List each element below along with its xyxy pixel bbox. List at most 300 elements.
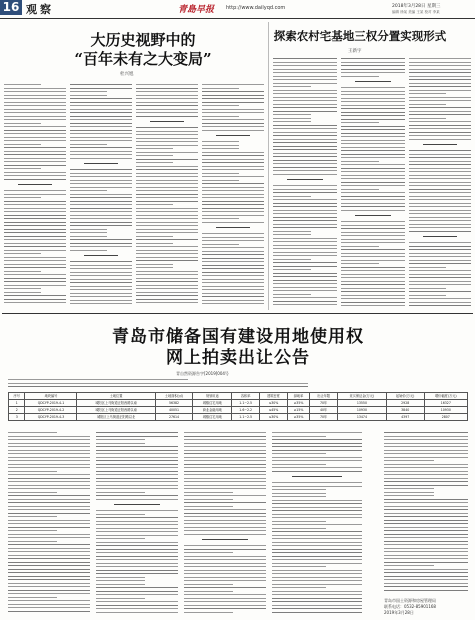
text-line [341, 171, 405, 172]
text-line [202, 251, 264, 252]
text-line [136, 102, 198, 103]
text-line [136, 239, 198, 240]
text-line [272, 573, 362, 574]
notice-title-line1: 青岛市储备国有建设用地使用权 [112, 327, 364, 347]
text-line [70, 180, 132, 181]
text-line [8, 607, 90, 608]
text-line [70, 194, 132, 195]
text-line [70, 215, 132, 216]
text-line [384, 513, 468, 514]
text-line [8, 579, 90, 580]
table-cell: QDCYP-2019-4-3 [25, 414, 77, 421]
text-line [202, 190, 264, 191]
text-line [384, 551, 468, 552]
text-line [202, 261, 264, 262]
table-cell: 40051 [155, 407, 193, 414]
subheading-mark [202, 133, 264, 138]
text-line [96, 598, 145, 599]
text-line [70, 190, 107, 191]
text-line [384, 520, 468, 521]
text-line [136, 152, 198, 153]
text-line [4, 288, 41, 289]
text-line [70, 261, 132, 262]
text-line [409, 132, 471, 133]
text-line [8, 471, 57, 472]
text-line [202, 116, 239, 117]
text-line [70, 95, 107, 96]
article-2-byline: 王新宇 [348, 49, 362, 54]
text-line [4, 116, 66, 117]
text-line [202, 159, 264, 160]
text-line [96, 517, 178, 518]
text-line [273, 224, 337, 225]
text-line [70, 204, 132, 205]
text-line [273, 79, 337, 80]
text-line [341, 199, 405, 200]
text-line [273, 297, 337, 298]
text-line [384, 502, 468, 503]
text-line [96, 559, 178, 560]
text-line [4, 84, 41, 85]
text-line [136, 232, 198, 233]
text-line [409, 125, 471, 126]
text-line [409, 93, 446, 94]
text-line [184, 601, 266, 602]
text-line [136, 183, 198, 184]
table-header-cell: 竞买保证金(万元) [337, 393, 386, 400]
text-line [202, 102, 264, 103]
text-line [202, 176, 264, 177]
text-line [409, 69, 471, 70]
text-line [136, 250, 198, 251]
text-line [4, 172, 66, 173]
text-line [273, 290, 337, 291]
text-line [384, 485, 468, 486]
text-line [202, 233, 264, 234]
text-line [409, 189, 471, 190]
subheading-mark [409, 234, 471, 239]
text-line [272, 471, 362, 472]
text-line [96, 528, 178, 529]
text-line [202, 254, 264, 255]
text-line [272, 507, 362, 508]
text-line [202, 237, 264, 238]
text-line [96, 605, 178, 606]
text-line [184, 488, 266, 489]
text-line [272, 570, 362, 571]
text-line [273, 206, 337, 207]
text-line [341, 168, 405, 169]
text-line [4, 190, 66, 191]
text-line [96, 601, 178, 602]
text-line [8, 446, 90, 447]
text-line [273, 245, 337, 246]
text-line [272, 559, 362, 560]
editor-credits: 编辑 徐某 美编 王某 校对 李某 [392, 10, 440, 14]
text-line [202, 187, 264, 188]
text-line [8, 436, 90, 437]
text-line [384, 586, 468, 587]
text-line [384, 509, 468, 510]
text-line [184, 492, 233, 493]
text-line [8, 530, 57, 531]
text-line [4, 204, 66, 205]
text-line [202, 95, 264, 96]
notice-col-a [8, 432, 90, 616]
text-line [8, 432, 57, 433]
text-line [272, 605, 362, 606]
text-line [341, 140, 405, 141]
text-line [272, 584, 362, 585]
text-line [96, 535, 178, 536]
table-cell: 70年 [310, 400, 338, 407]
text-line [409, 161, 471, 162]
text-line [202, 211, 264, 212]
text-line [70, 218, 132, 219]
text-line [136, 246, 198, 247]
text-line [70, 279, 132, 280]
text-line [384, 506, 468, 507]
text-line [202, 258, 264, 259]
text-line [341, 157, 405, 158]
text-line [202, 300, 264, 301]
text-line [136, 274, 198, 275]
text-line [136, 98, 198, 99]
text-line [136, 162, 173, 163]
text-line [341, 235, 405, 236]
text-line [70, 222, 132, 223]
text-line [70, 282, 132, 283]
text-line [341, 126, 405, 127]
text-line [409, 231, 471, 232]
text-line [273, 238, 337, 239]
text-line [273, 170, 337, 171]
text-line [409, 118, 446, 119]
text-line [136, 116, 198, 117]
text-line [136, 187, 198, 188]
text-line [70, 140, 132, 141]
text-line [341, 242, 405, 243]
text-line [96, 563, 178, 564]
text-line [272, 549, 362, 550]
text-line [273, 114, 311, 115]
text-line [202, 148, 239, 149]
text-line [409, 97, 471, 98]
article-2-col-b [341, 58, 405, 308]
text-line [272, 514, 362, 515]
text-line [70, 268, 132, 269]
text-line [202, 109, 264, 110]
text-line [70, 265, 132, 266]
subheading-mark [202, 225, 264, 230]
text-line [136, 180, 198, 181]
text-line [96, 552, 178, 553]
text-line [272, 598, 362, 599]
text-line [273, 156, 337, 157]
text-line [341, 263, 379, 264]
text-line [409, 157, 471, 158]
text-line [136, 222, 198, 223]
notice-col-c [184, 432, 266, 616]
text-line [272, 587, 326, 588]
text-line [4, 197, 41, 198]
text-line [272, 503, 362, 504]
article-2-col-a [273, 58, 337, 308]
text-line [70, 250, 107, 251]
table-cell: 城镇住宅用地 [193, 400, 232, 407]
text-line [70, 300, 132, 301]
text-line [136, 166, 198, 167]
website-url[interactable]: http://www.dailyqd.com [226, 5, 286, 11]
text-line [96, 450, 178, 451]
text-line [184, 612, 233, 613]
text-line [4, 271, 41, 272]
text-line [409, 199, 471, 200]
text-line [4, 88, 66, 89]
text-line [184, 450, 266, 451]
text-line [341, 228, 405, 229]
text-line [273, 125, 337, 126]
text-line [96, 608, 178, 609]
text-line [202, 244, 239, 245]
text-line [96, 453, 178, 454]
text-line [341, 232, 405, 233]
text-line [8, 541, 57, 542]
text-line [273, 287, 337, 288]
text-line [273, 255, 337, 256]
text-line [272, 538, 362, 539]
text-line [4, 215, 66, 216]
article-2-col-c [409, 58, 471, 308]
text-line [70, 183, 132, 184]
text-line [341, 164, 405, 165]
text-line [184, 446, 266, 447]
subheading-mark [273, 177, 337, 182]
text-line [409, 249, 471, 250]
text-line [96, 481, 178, 482]
text-line [341, 277, 405, 278]
text-line [273, 93, 337, 94]
table-cell: 2807 [424, 414, 467, 421]
text-line [8, 534, 90, 535]
text-line [8, 516, 57, 517]
text-line [384, 453, 468, 454]
text-line [96, 612, 178, 613]
text-line [8, 569, 90, 570]
text-line [136, 243, 173, 244]
text-line [96, 485, 178, 486]
text-line [8, 379, 188, 380]
text-line [202, 169, 264, 170]
text-line [70, 173, 132, 174]
text-line [409, 267, 446, 268]
text-line [409, 298, 471, 299]
text-line [409, 128, 471, 129]
text-line [409, 217, 471, 218]
text-line [8, 551, 90, 552]
text-line [184, 499, 233, 500]
text-line [272, 521, 326, 522]
table-cell: 2928 [386, 400, 424, 407]
text-line [409, 111, 471, 112]
text-line [202, 105, 239, 106]
text-line [8, 523, 90, 524]
text-line [4, 140, 66, 141]
text-line [184, 559, 266, 560]
text-line [273, 304, 337, 305]
text-line [409, 83, 471, 84]
text-line [136, 197, 198, 198]
text-line [273, 234, 311, 235]
text-line [96, 499, 178, 500]
text-line [4, 260, 66, 261]
text-line [136, 218, 198, 219]
text-line [273, 163, 337, 164]
subheading-mark [409, 142, 471, 147]
text-line [384, 478, 468, 479]
text-line [272, 446, 362, 447]
table-header-row [9, 393, 468, 400]
table-cell: ≤30% [260, 414, 288, 421]
table-cell: 1.1~2.5 [232, 400, 260, 407]
text-line [384, 548, 468, 549]
table-cell: 70年 [310, 414, 338, 421]
text-line [272, 524, 362, 525]
text-line [4, 133, 66, 134]
text-line [4, 91, 66, 92]
text-line [184, 432, 266, 433]
text-line [409, 139, 471, 140]
text-line [70, 154, 132, 155]
text-line [202, 145, 239, 146]
text-line [184, 506, 233, 507]
text-line [8, 600, 90, 601]
text-line [136, 141, 198, 142]
text-line [70, 236, 107, 237]
text-line [184, 495, 266, 496]
text-line [341, 119, 405, 120]
text-line [273, 174, 337, 175]
text-line [4, 292, 41, 293]
text-line [409, 168, 471, 169]
text-line [96, 538, 145, 539]
table-header-cell: 出让年限 [310, 393, 338, 400]
table-header-cell: 绿地率 [287, 393, 309, 400]
text-line [4, 208, 66, 209]
text-line [184, 552, 233, 553]
text-line [384, 457, 468, 458]
text-line [272, 482, 362, 483]
text-line [70, 137, 132, 138]
text-line [70, 88, 132, 89]
text-line [409, 305, 471, 306]
text-line [136, 176, 198, 177]
text-line [409, 227, 471, 228]
text-line [272, 528, 326, 529]
text-line [202, 293, 264, 294]
text-line [341, 87, 405, 88]
text-line [409, 274, 471, 275]
text-line [341, 98, 405, 99]
text-line [273, 220, 337, 221]
text-line [202, 197, 264, 198]
text-line [4, 246, 66, 247]
text-line [409, 65, 471, 66]
text-line [384, 558, 468, 559]
text-line [136, 105, 198, 106]
subheading-mark [70, 253, 132, 258]
text-line [70, 272, 132, 273]
table-cell: 2 [9, 407, 25, 414]
text-line [4, 102, 66, 103]
text-line [136, 271, 198, 272]
text-line [202, 201, 264, 202]
text-line [202, 265, 264, 266]
contact-phone: 联系电话：0532-85901168 [384, 604, 436, 609]
text-line [4, 109, 66, 110]
text-line [202, 268, 264, 269]
text-line [202, 289, 264, 290]
text-line [273, 65, 337, 66]
text-line [409, 114, 471, 115]
text-line [4, 218, 66, 219]
text-line [273, 227, 337, 228]
text-line [184, 530, 266, 531]
text-line [4, 274, 66, 275]
table-cell: ≤45% [260, 407, 288, 414]
text-line [272, 566, 326, 567]
text-line [409, 90, 471, 91]
text-line [341, 246, 379, 247]
text-line [70, 293, 132, 294]
text-line [409, 135, 471, 136]
notice-col-d [272, 432, 362, 616]
text-line [184, 527, 266, 528]
article-1-headline-line2: “百年未有之大变局” [74, 50, 212, 68]
text-line [70, 246, 132, 247]
text-line [272, 450, 362, 451]
text-line [341, 161, 379, 162]
text-line [384, 443, 468, 444]
text-line [184, 580, 266, 581]
table-header-cell: 起始价(万元) [386, 393, 424, 400]
text-line [202, 119, 264, 120]
text-line [136, 236, 173, 237]
text-line [8, 485, 90, 486]
text-line [8, 548, 90, 549]
text-line [4, 211, 66, 212]
text-line [70, 243, 132, 244]
text-line [409, 58, 471, 59]
text-line [136, 281, 198, 282]
text-line [341, 253, 405, 254]
text-line [202, 208, 264, 209]
text-line [96, 467, 178, 468]
text-line [96, 460, 178, 461]
article-1-col-d [202, 84, 264, 306]
text-line [273, 283, 337, 284]
text-line [184, 478, 266, 479]
text-line [136, 299, 198, 300]
text-line [202, 296, 264, 297]
text-line [273, 199, 337, 200]
text-line [96, 432, 178, 433]
subheading-mark [70, 161, 132, 166]
text-line [384, 460, 434, 461]
text-line [184, 545, 266, 546]
text-line [272, 493, 326, 494]
text-line [4, 147, 66, 148]
